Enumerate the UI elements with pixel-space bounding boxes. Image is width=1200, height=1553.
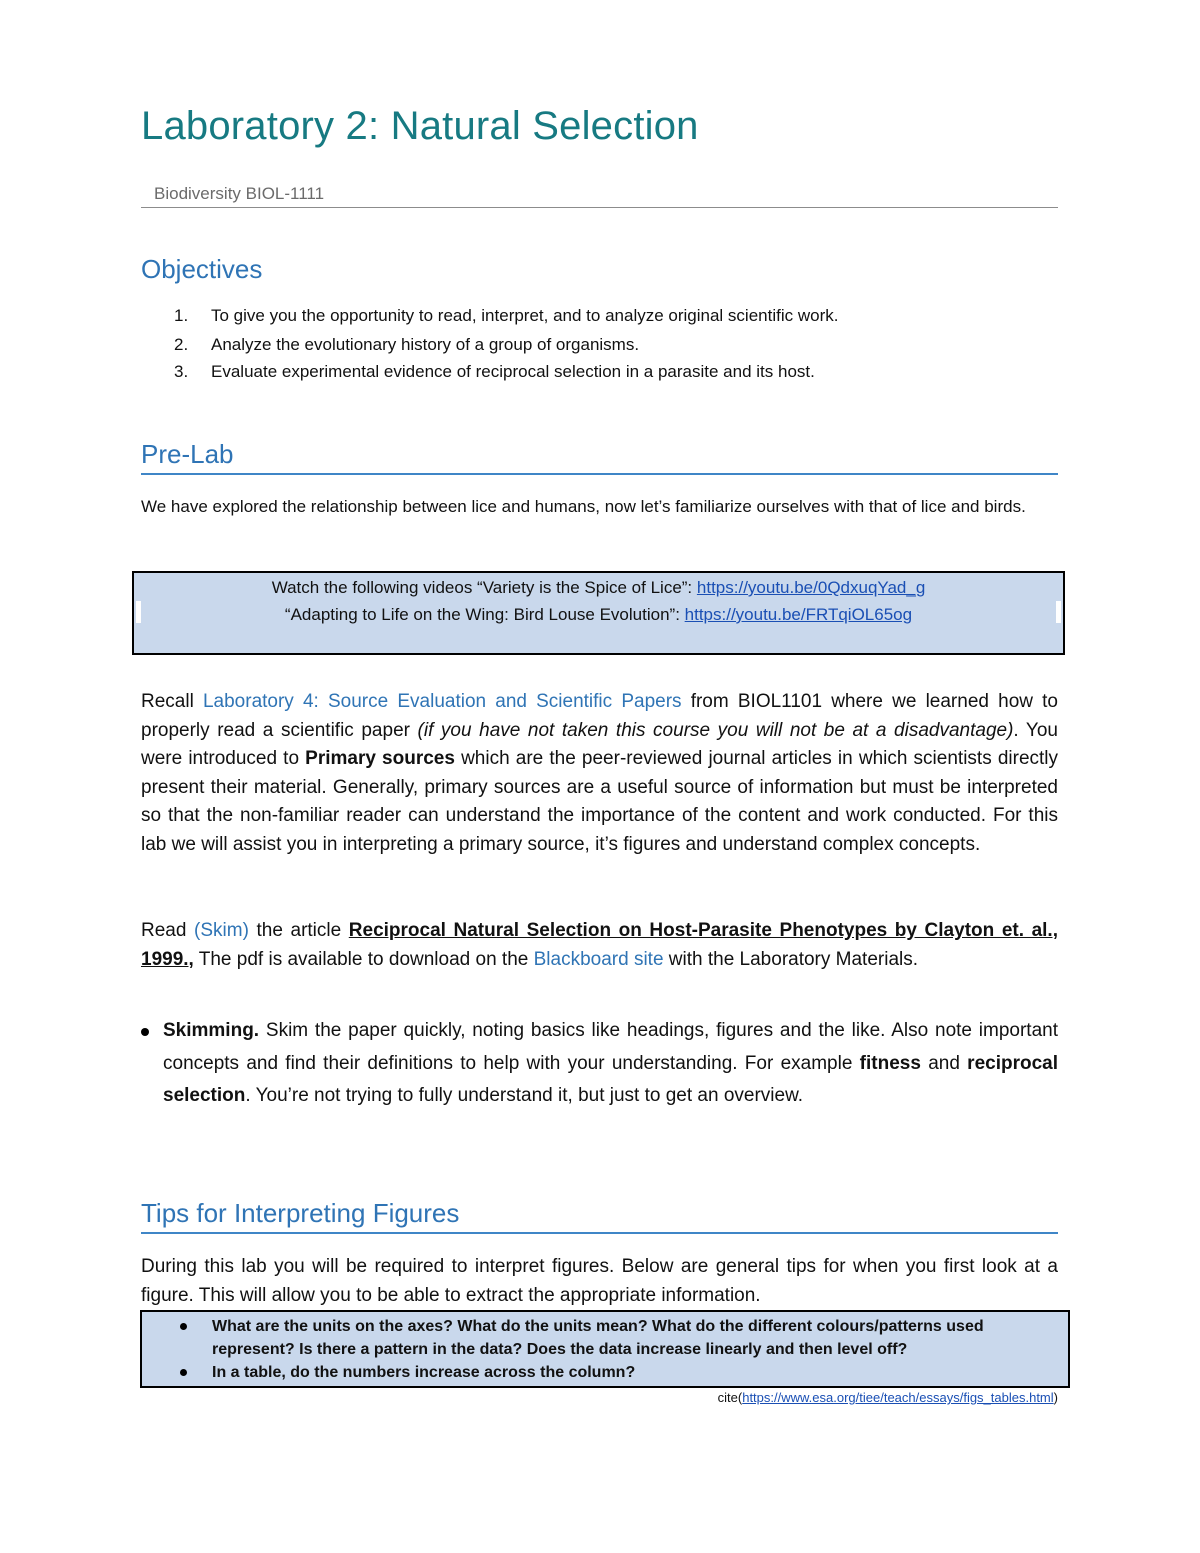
skimming-bullet	[141, 1015, 1058, 1113]
bullet-icon	[180, 1369, 187, 1376]
objective-item	[170, 362, 838, 389]
tips-heading: Tips for Interpreting Figures	[141, 1198, 460, 1228]
bullet-icon	[180, 1323, 187, 1330]
read-paragraph: Read (Skim) the article Reciprocal Natural Selection on Host-Parasite Phenotypes by Clayton et. al., 1999., The pdf is available to download on the Blackboard site with the Laboratory Materials.	[141, 920, 1058, 970]
objectives-heading: Objectives	[141, 254, 263, 284]
primary-sources-term: Primary sources	[305, 748, 455, 769]
objective-text: To give you the opportunity to read, interpret, and to analyze original scientific work.	[211, 306, 839, 325]
recall-paragraph: Recall Laboratory 4: Source Evaluation and Scientific Papers from BIOL1101 where we learned how to properly read a scientific paper (if you have not taken this course you will not be at a disadvantage). You were introduced to Primary sources which are the peer-reviewed journal articles in which scientists directly present their material. Generally, primary sources are a useful source of information but must be interpreted so that the non-familiar reader can understand the importance of the content and work conducted. For this lab we will assist you in interpreting a primary source, it’s figures and understand complex concepts.	[141, 691, 1059, 855]
video-2-label: “Adapting to Life on the Wing: Bird Louse Evolution”:	[284, 605, 685, 624]
tip-item: What are the units on the axes? What do the units mean? What do the different colours/patterns used represent? Is there a pattern in the data? Does the data increase linearly and then level off?	[142, 1315, 1068, 1361]
video-1-link[interactable]: https://youtu.be/0QdxuqYad_g	[696, 578, 926, 597]
page-title: Laboratory 2: Natural Selection	[141, 104, 699, 148]
prelab-divider	[141, 473, 1058, 475]
article-title: Reciprocal Natural Selection on Host-Parasite Phenotypes by Clayton et. al., 1999.,	[141, 920, 1058, 970]
objective-item	[170, 335, 838, 362]
objective-number: 3.	[174, 362, 189, 381]
citation-link[interactable]: https://www.esa.org/tiee/teach/essays/figs_tables.html	[742, 1390, 1054, 1405]
objective-text: Evaluate experimental evidence of reciprocal selection in a parasite and its host.	[211, 362, 815, 381]
video-1-label: Watch the following videos “Variety is the Spice of Lice”:	[271, 578, 697, 597]
video-2-link[interactable]: https://youtu.be/FRTqiOL65og	[684, 605, 913, 624]
objective-number: 2.	[174, 335, 189, 354]
blackboard-site-reference: Blackboard site	[533, 948, 664, 970]
tips-box	[140, 1310, 1070, 1388]
objective-number: 1.	[174, 306, 189, 325]
video-line-2	[134, 605, 1063, 625]
prelab-intro: We have explored the relationship between lice and humans, now let’s familiarize ourselves with that of lice and birds.	[141, 497, 1026, 516]
tips-divider	[141, 1232, 1058, 1234]
citation: cite(https://www.esa.org/tiee/teach/essays/figs_tables.html)	[717, 1390, 1058, 1405]
tip-item: In a table, do the numbers increase across the column?	[142, 1361, 1068, 1384]
subtitle-divider	[141, 207, 1058, 208]
skimming-text: Skimming. Skim the paper quickly, noting basics like headings, figures and the like. Also note important concepts and find their definitions to help with your understanding. For example fitness and reciprocal selection. You’re not trying to fully understand it, but just to get an overview.	[163, 1020, 1058, 1106]
tips-intro: During this lab you will be required to interpret figures. Below are general tips for when you first look at a figure. This will allow you to be able to extract the appropriate information.	[141, 1256, 1058, 1306]
skim-note: (Skim)	[194, 920, 249, 941]
lab4-reference: Laboratory 4: Source Evaluation and Scientific Papers	[202, 691, 682, 712]
video-line-1	[134, 578, 1063, 598]
course-subtitle: Biodiversity BIOL-1111	[154, 184, 325, 203]
objective-item	[170, 306, 838, 335]
objectives-list	[170, 306, 838, 389]
video-links-box	[132, 571, 1065, 655]
bullet-icon	[141, 1028, 149, 1036]
prelab-heading: Pre-Lab	[141, 439, 234, 469]
objective-text: Analyze the evolutionary history of a group of organisms.	[211, 335, 640, 354]
tips-list	[142, 1315, 1068, 1384]
